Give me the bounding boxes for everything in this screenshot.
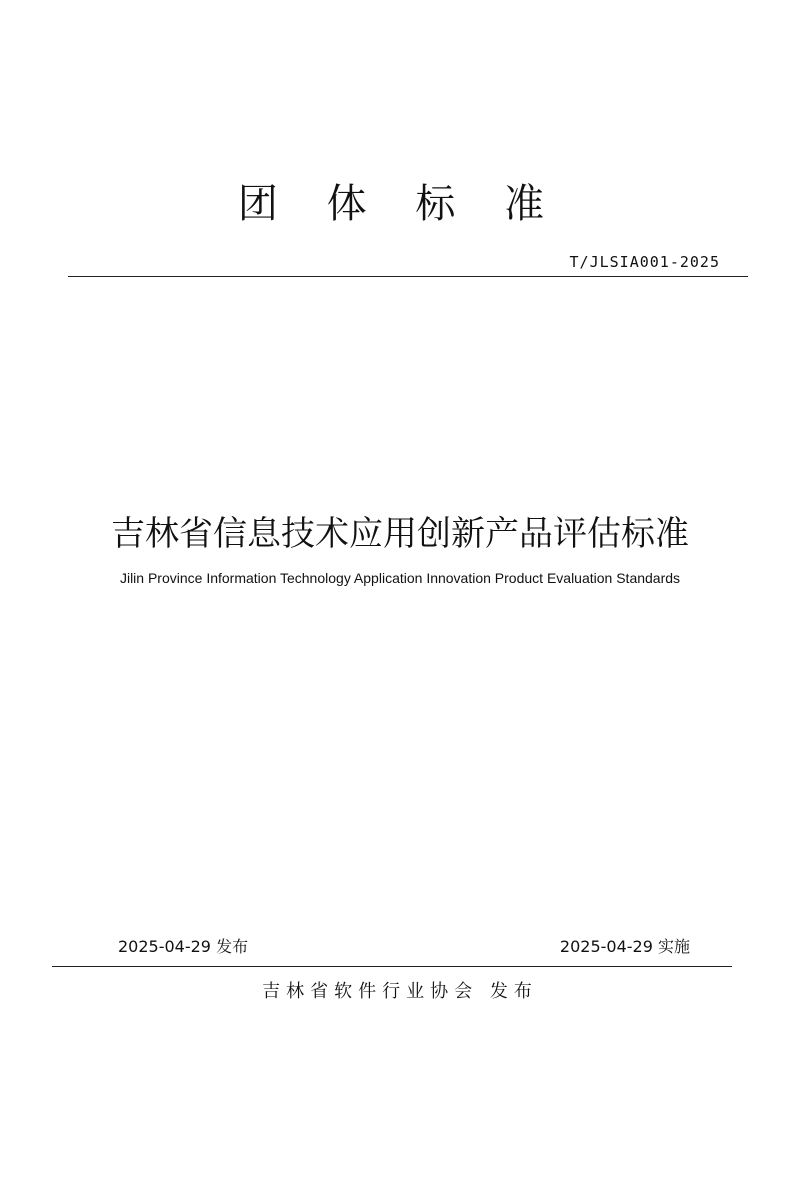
effective-date: 2025-04-29 实施 <box>559 937 690 956</box>
bottom-divider-rule <box>52 966 732 967</box>
standard-type-heading: 团 体 标 准 <box>237 181 563 227</box>
standard-number: T/JLSIA001-2025 <box>569 253 720 271</box>
top-divider-rule <box>68 276 748 277</box>
publisher-line: 吉林省软件行业协会 发布 <box>262 981 538 1002</box>
document-title-english: Jilin Province Information Technology Application Innovation Product Evaluation Standards <box>119 570 681 586</box>
document-title-chinese: 吉林省信息技术应用创新产品评估标准 <box>111 514 689 554</box>
issue-date: 2025-04-29 发布 <box>118 937 249 956</box>
